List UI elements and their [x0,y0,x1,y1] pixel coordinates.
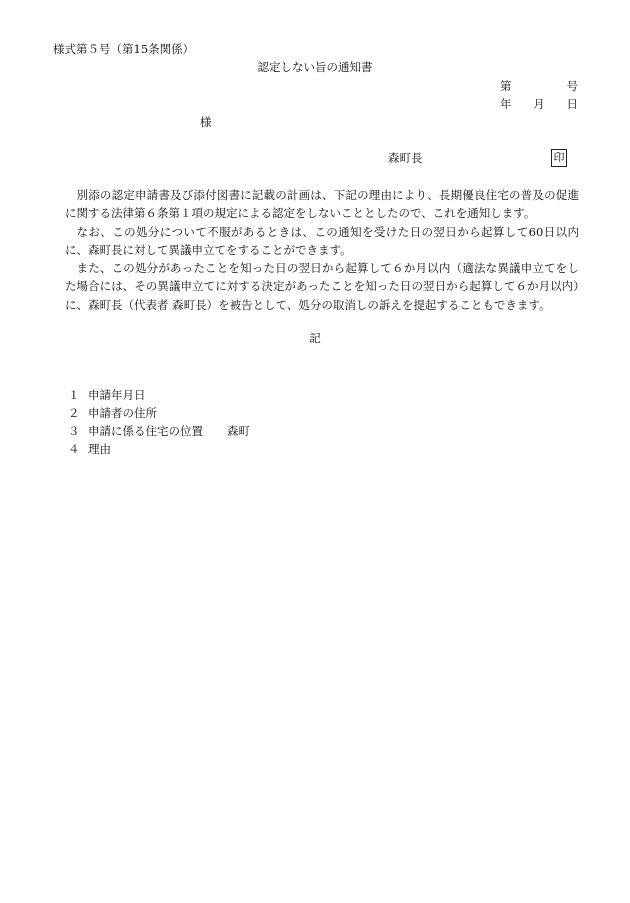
body-paragraph: 別添の認定申請書及び添付図書に記載の計画は、下記の理由により、長期優良住宅の普及の促進に関する法律第６条第１項の規定による認定をしないこととしたので、これを通知します。 [65,188,579,221]
date-day: 日 [566,97,578,111]
date-month: 月 [533,97,545,111]
item-number: １ [68,388,80,402]
seal-mark: 印 [551,149,567,167]
document-title: 認定しない旨の通知書 [257,60,373,74]
item-label: 申請者の住所 [88,406,157,420]
date-line [500,97,578,112]
item-label: 理由 [88,442,111,456]
list-item [68,404,250,422]
item-number: ２ [68,406,80,420]
item-number: ３ [68,424,80,438]
addressee: 様 [200,115,212,129]
notice-body [65,186,579,314]
list-item [68,422,250,440]
number-prefix: 第 [500,79,512,93]
item-list [68,386,250,458]
issuer-name: 森町長 [388,151,423,165]
date-year: 年 [500,97,512,111]
item-number: ４ [68,442,80,456]
document-number-line [500,79,578,94]
list-item [68,386,250,404]
item-label: 申請に係る住宅の位置 [88,424,203,438]
body-paragraph: なお、この処分について不服があるときは、この通知を受けた日の翌日から起算して60日以内に、森町長に対して異議申立てをすることができます。 [65,224,579,257]
number-suffix: 号 [566,79,578,93]
item-value: 森町 [227,424,250,438]
body-paragraph: また、この処分があったことを知った日の翌日から起算して６か月以内（適法な異議申立てをした場合には、その異議申立てに対する決定があったことを知った日の翌日から起算して６か月以内）に、森町長（代表者 森町長）を被告として、処分の取消しの訴えを提起することもできます。 [65,261,579,312]
ki-heading: 記 [309,331,321,345]
list-item [68,440,250,458]
form-label: 様式第５号（第15条関係） [53,42,195,56]
item-label: 申請年月日 [88,388,146,402]
